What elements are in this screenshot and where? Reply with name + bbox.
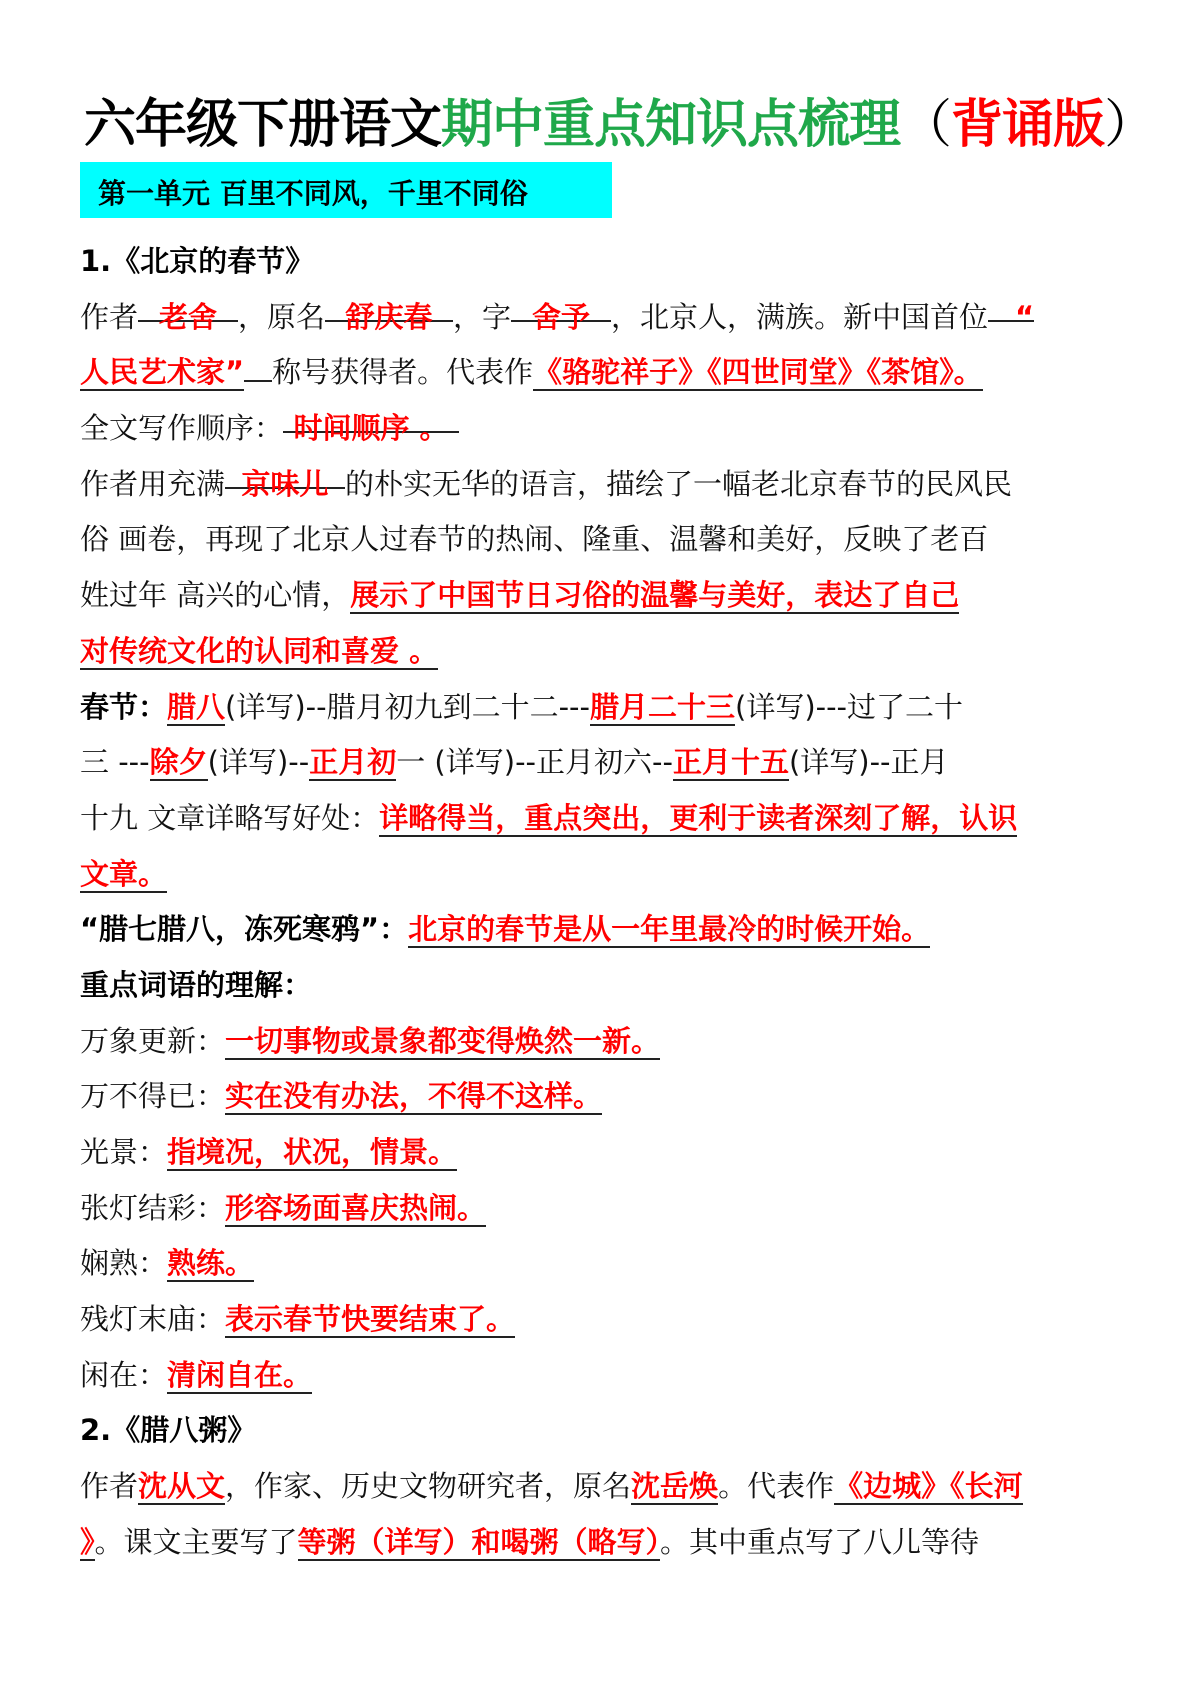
answer: 人民艺术家” <box>80 355 245 390</box>
text: 。代表作 <box>718 1469 835 1504</box>
answer: 北京的春节是从一年里最冷的时候开始。 <box>408 912 931 947</box>
answer: 正月初 <box>309 745 397 780</box>
text: ，北京人，满族。新中国首位 <box>611 299 989 334</box>
answer: 老舍 <box>159 299 218 334</box>
text: 十九 文章详略写好处： <box>80 800 380 835</box>
vocab-word: 娴熟： <box>80 1246 168 1281</box>
answer: 《骆驼祥子》《四世同堂》《茶馆》。 <box>533 355 983 390</box>
vocab-item <box>80 1069 1120 1125</box>
lesson-heading: 1.《北京的春节》 <box>80 244 315 278</box>
vocab-meaning: 指境况，状况，情景。 <box>167 1135 458 1169</box>
vocab-word: 张灯结彩： <box>80 1190 226 1225</box>
title-version: 背诵版 <box>951 95 1105 155</box>
answer: 详略得当，重点突出，更利于读者深刻了解，认识 <box>379 800 1018 835</box>
answer: 等粥（详写）和喝粥（略写） <box>297 1524 661 1559</box>
text: 称号获得者。代表作 <box>272 355 534 390</box>
vocab-word: 残灯末庙： <box>80 1302 226 1337</box>
vocab-word: 闲在： <box>80 1357 168 1392</box>
vocab-meaning: 表示春节快要结束了。 <box>225 1302 516 1337</box>
document-title <box>84 90 1156 160</box>
title-topic: 期中重点知识点梳理 <box>441 95 901 155</box>
document-body <box>80 234 1120 1571</box>
section-label: 重点词语的理解： <box>80 967 313 1002</box>
label: 春节： <box>80 689 168 724</box>
answer: 》 <box>80 1524 95 1559</box>
text: 作者 <box>80 299 139 334</box>
vocab-item <box>80 1125 1120 1181</box>
title-paren-open: （ <box>900 95 952 155</box>
text-line <box>80 457 1120 513</box>
vocab-item <box>80 1292 1120 1348</box>
text-line <box>80 847 1120 903</box>
text-line <box>80 290 1120 346</box>
text-line <box>80 1515 1120 1571</box>
unit-title: 第一单元 百里不同风，千里不同俗 <box>98 177 528 210</box>
unit-banner <box>80 162 612 218</box>
text: 一 (详写)--正月初六-- <box>396 745 673 780</box>
answer: 《边城》《长河 <box>834 1469 1023 1504</box>
answer-blank <box>283 401 459 446</box>
title-grade: 六年级下册语文 <box>84 95 442 155</box>
answer: 除夕 <box>149 745 208 780</box>
text: ，原名 <box>238 299 326 334</box>
answer-blank <box>325 290 453 334</box>
text: 的朴实无华的语言，描绘了一幅老北京春节的民风民 <box>345 466 1013 501</box>
vocab-item <box>80 1348 1120 1404</box>
answer-blank <box>225 457 345 501</box>
vocab-meaning: 实在没有办法，不得不这样。 <box>225 1079 603 1114</box>
vocab-meaning: 熟练。 <box>167 1246 255 1281</box>
answer: 时间顺序 。 <box>293 411 449 446</box>
text: 全文写作顺序： <box>80 411 284 446</box>
answer: 沈从文 <box>138 1469 226 1504</box>
text: 作者用充满 <box>80 466 226 501</box>
text-line <box>80 512 1120 568</box>
answer-blank <box>138 290 238 334</box>
text-line <box>80 902 1120 958</box>
text: 俗 画卷，再现了北京人过春节的热闹、隆重、温馨和美好，反映了老百 <box>80 522 989 557</box>
text-line <box>80 791 1120 847</box>
text-line <box>80 401 1120 457</box>
vocab-word: 万象更新： <box>80 1023 226 1058</box>
text: (详写)-- <box>207 745 310 780</box>
vocab-meaning: 一切事物或景象都变得焕然一新。 <box>225 1023 661 1058</box>
text: ，作家、历史文物研究者，原名 <box>225 1469 632 1504</box>
answer: 腊月二十三 <box>589 689 735 724</box>
answer: 舒庆春 <box>345 299 433 334</box>
text: (详写)--腊月初九到二十二--- <box>225 689 590 724</box>
vocab-word: 光景： <box>80 1135 168 1169</box>
answer: 对传统文化的认同和喜爱 。 <box>80 633 439 668</box>
vocab-word: 万不得已： <box>80 1079 226 1114</box>
proverb: “腊七腊八，冻死寒鸦”： <box>80 912 409 947</box>
title-paren-close: ） <box>1104 95 1156 155</box>
text: (详写)--正月 <box>788 745 949 780</box>
text-line <box>80 568 1120 624</box>
vocab-item <box>80 1014 1120 1070</box>
text-line <box>80 1459 1120 1515</box>
answer-blank <box>511 290 611 334</box>
vocab-meaning: 清闲自在。 <box>167 1357 313 1392</box>
answer: 沈岳焕 <box>631 1469 719 1504</box>
vocab-item <box>80 1236 1120 1292</box>
answer-blank <box>988 290 1035 334</box>
lesson-heading: 2.《腊八粥》 <box>80 1413 257 1448</box>
text-line <box>80 680 1120 736</box>
vocab-meaning: 形容场面喜庆热闹。 <box>225 1190 487 1225</box>
text: 。其中重点写了八儿等待 <box>660 1524 980 1559</box>
text: 姓过年 高兴的心情， <box>80 578 351 613</box>
answer: 腊八 <box>167 689 226 724</box>
text: ，字 <box>453 299 512 334</box>
text: 作者 <box>80 1469 139 1504</box>
text: 三 --- <box>80 745 150 780</box>
answer: “ <box>1015 299 1035 334</box>
text-line <box>80 345 1120 401</box>
answer: 文章。 <box>80 856 168 891</box>
text-line <box>80 735 1120 791</box>
answer: 京味儿 <box>241 466 329 501</box>
text-line <box>80 624 1120 680</box>
answer: 展示了中国节日习俗的温馨与美好，表达了自己 <box>350 578 960 613</box>
answer: 正月十五 <box>672 745 789 780</box>
answer-blank <box>244 350 272 382</box>
text: 。课文主要写了 <box>94 1524 298 1559</box>
text: (详写)---过了二十 <box>735 689 964 724</box>
vocab-item <box>80 1181 1120 1237</box>
answer: 舍予 <box>532 299 591 334</box>
